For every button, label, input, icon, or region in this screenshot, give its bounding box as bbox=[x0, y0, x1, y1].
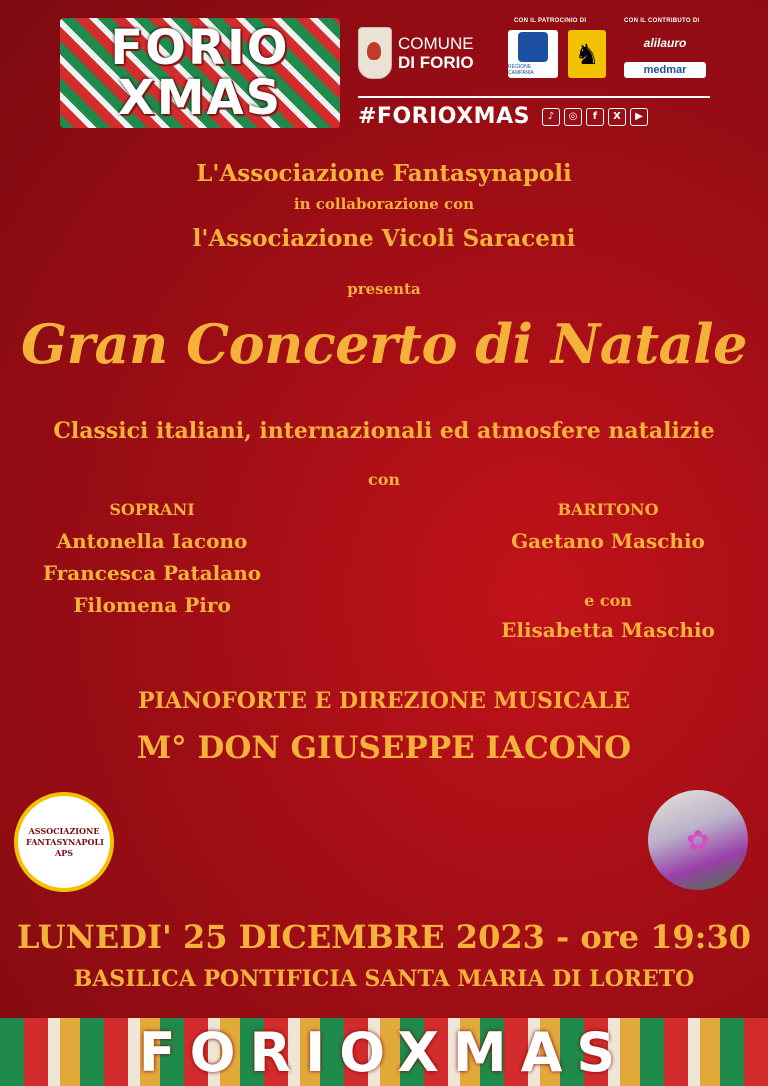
collab: in collaborazione con bbox=[293, 195, 475, 213]
instagram-icon[interactable]: ◎ bbox=[564, 108, 582, 126]
comune-line-2: DI FORIO bbox=[398, 53, 474, 72]
soprani-column bbox=[22, 500, 282, 617]
contributo-label: CON IL CONTRIBUTO DI bbox=[624, 18, 700, 24]
horse-icon: ♞ bbox=[574, 37, 600, 71]
org1: L'Associazione Fantasynapoli bbox=[196, 160, 572, 187]
soprano-name: Francesca Patalano bbox=[42, 561, 262, 585]
x-icon[interactable]: X bbox=[608, 108, 626, 126]
footer-band: FORIOXMAS bbox=[0, 1018, 768, 1086]
patrocinio-label: CON IL PATROCINIO DI bbox=[514, 18, 587, 24]
direzione-heading: PIANOFORTE E DIREZIONE MUSICALE bbox=[137, 688, 631, 714]
direzione-name: M° DON GIUSEPPE IACONO bbox=[136, 730, 632, 766]
medmar-logo: medmar bbox=[624, 62, 706, 78]
e-con-label: e con bbox=[584, 591, 632, 610]
regione-label: REGIONE CAMPANIA bbox=[508, 64, 534, 76]
soprano-name: Filomena Piro bbox=[73, 593, 231, 617]
vicoli-saraceni-badge bbox=[648, 790, 748, 890]
baritono-heading: BARITONO bbox=[557, 500, 659, 519]
hashtag-row bbox=[358, 96, 710, 129]
logo-line-2: XMAS bbox=[117, 70, 283, 126]
forio-xmas-logo bbox=[60, 18, 340, 128]
alilauro-logo: alilauro bbox=[643, 36, 687, 50]
org2: l'Associazione Vicoli Saraceni bbox=[192, 225, 576, 252]
horse-emblem-logo bbox=[568, 30, 606, 78]
soprani-heading: SOPRANI bbox=[109, 500, 195, 519]
venue: BASILICA PONTIFICIA SANTA MARIA DI LORETO bbox=[73, 966, 695, 992]
badge-text: ASSOCIAZIONE FANTASYNAPOLI APS bbox=[26, 825, 104, 858]
subtitle: Classici italiani, internazionali ed atmosfere natalizie bbox=[53, 418, 715, 444]
crest-icon bbox=[358, 27, 392, 79]
youtube-icon[interactable]: ▶ bbox=[630, 108, 648, 126]
baritono-column bbox=[478, 500, 738, 642]
comune-line-1: COMUNE bbox=[398, 34, 474, 53]
concert-title: Gran Concerto di Natale bbox=[20, 312, 748, 376]
date-line: LUNEDI' 25 DICEMBRE 2023 - ore 19:30 bbox=[17, 918, 751, 956]
logo-line-1: FORIO bbox=[110, 20, 290, 76]
baritono-name: Gaetano Maschio bbox=[511, 529, 705, 553]
regione-shield-icon bbox=[518, 32, 548, 62]
social-icons bbox=[542, 108, 648, 126]
extra-name: Elisabetta Maschio bbox=[501, 618, 715, 642]
soprano-name: Antonella Iacono bbox=[56, 529, 248, 553]
hashtag: #FORIOXMAS bbox=[358, 104, 530, 129]
comune-di-forio-logo bbox=[358, 24, 488, 82]
facebook-icon[interactable]: f bbox=[586, 108, 604, 126]
regione-campania-logo bbox=[508, 30, 558, 78]
presenta: presenta bbox=[347, 280, 421, 298]
flower-icon: ✿ bbox=[686, 823, 710, 857]
con-label: con bbox=[367, 470, 401, 489]
fantasynapoli-badge bbox=[14, 792, 114, 892]
tiktok-icon[interactable]: ♪ bbox=[542, 108, 560, 126]
